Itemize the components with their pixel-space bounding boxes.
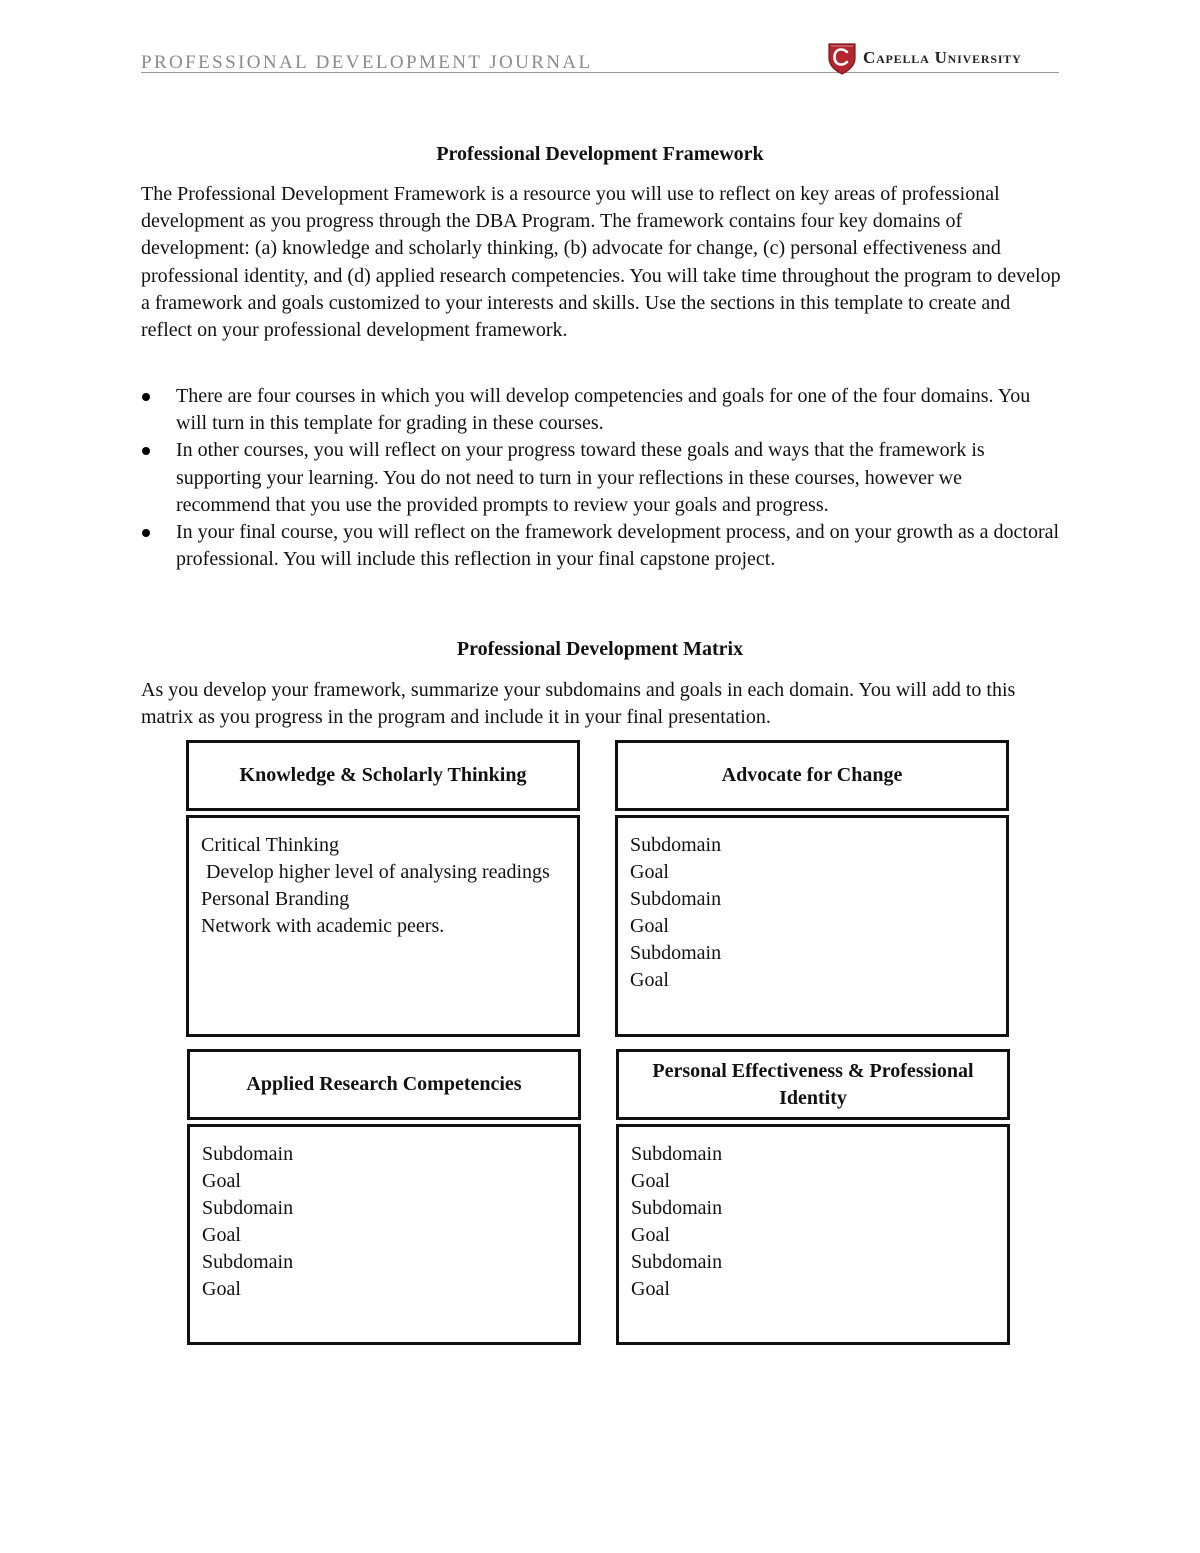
domain-line: Subdomain [630,942,722,964]
domain-line: Goal [631,1224,670,1246]
framework-intro: The Professional Development Framework is a resource you will use to reflect on key areas of professional development as you progress through the DBA Program. The framework contains four key domains of development: (a) knowledge and scholarly thinking, (b) advocate for change, (c) personal effectiveness and professional identity, and (d) applied research competencies. You will take time throughout the program to develop a framework and goals customized to your interests and skills. Use the sections in this template to create and reflect on your professional development framework. [141,183,1061,342]
bullet-icon [142,447,150,455]
domain-body-advocate[interactable] [615,815,1009,1037]
domain-line: Personal Branding [201,888,350,910]
framework-title: Professional Development Framework [436,143,764,165]
bullet-icon [142,529,150,537]
university-name: Capella University [863,48,1022,67]
domain-line: Subdomain [631,1197,723,1219]
domain-line: Subdomain [202,1251,294,1273]
bullet-item: In other courses, you will reflect on your progress toward these goals and ways that the framework is supporting your learning. You do not need to turn in your reflections in these courses, however we recommend that you use the provided prompts to review your goals and progress. [141,437,1061,519]
capella-shield-icon [827,41,857,75]
bullet-item: In your final course, you will reflect on the framework development process, and on your growth as a doctoral professional. You will include this reflection in your final capstone project. [141,519,1061,573]
domain-line: Subdomain [630,888,722,910]
domain-line: Network with academic peers. [201,915,445,937]
bullet-icon [142,393,150,401]
domain-line: Goal [630,861,669,883]
domain-line: Goal [631,1278,670,1300]
domain-line: Subdomain [202,1197,294,1219]
journal-title: PROFESSIONAL DEVELOPMENT JOURNAL [141,52,593,73]
domain-body-knowledge[interactable] [186,815,580,1037]
domain-line: Goal [631,1170,670,1192]
domain-line: Develop higher level of analysing readings [201,861,550,883]
domain-body-personal-effectiveness[interactable] [616,1124,1010,1345]
university-logo [827,40,1022,76]
domain-line: Goal [630,969,669,991]
domain-line: Subdomain [630,834,722,856]
matrix-intro: As you develop your framework, summarize your subdomains and goals in each domain. You will add to this matrix as you progress in the program and include it in your final presentation. [141,679,1016,729]
domain-body-applied-research[interactable] [187,1124,581,1345]
domain-line: Goal [202,1278,241,1300]
domain-line: Critical Thinking [201,834,339,856]
page-header [141,40,1061,76]
framework-bullets [141,383,1061,573]
matrix-title: Professional Development Matrix [456,638,744,660]
domain-line: Subdomain [631,1251,723,1273]
domain-heading-knowledge: Knowledge & Scholarly Thinking [186,740,580,811]
domain-line: Goal [630,915,669,937]
domain-line: Subdomain [631,1143,723,1165]
domain-line: Goal [202,1224,241,1246]
domain-heading-advocate: Advocate for Change [615,740,1009,811]
domain-line: Goal [202,1170,241,1192]
bullet-item: There are four courses in which you will develop competencies and goals for one of the four domains. You will turn in this template for grading in these courses. [141,383,1061,437]
domain-line: Subdomain [202,1143,294,1165]
domain-heading-personal-effectiveness: Personal Effectiveness & Professional Identity [616,1049,1010,1120]
domain-heading-applied-research: Applied Research Competencies [187,1049,581,1120]
